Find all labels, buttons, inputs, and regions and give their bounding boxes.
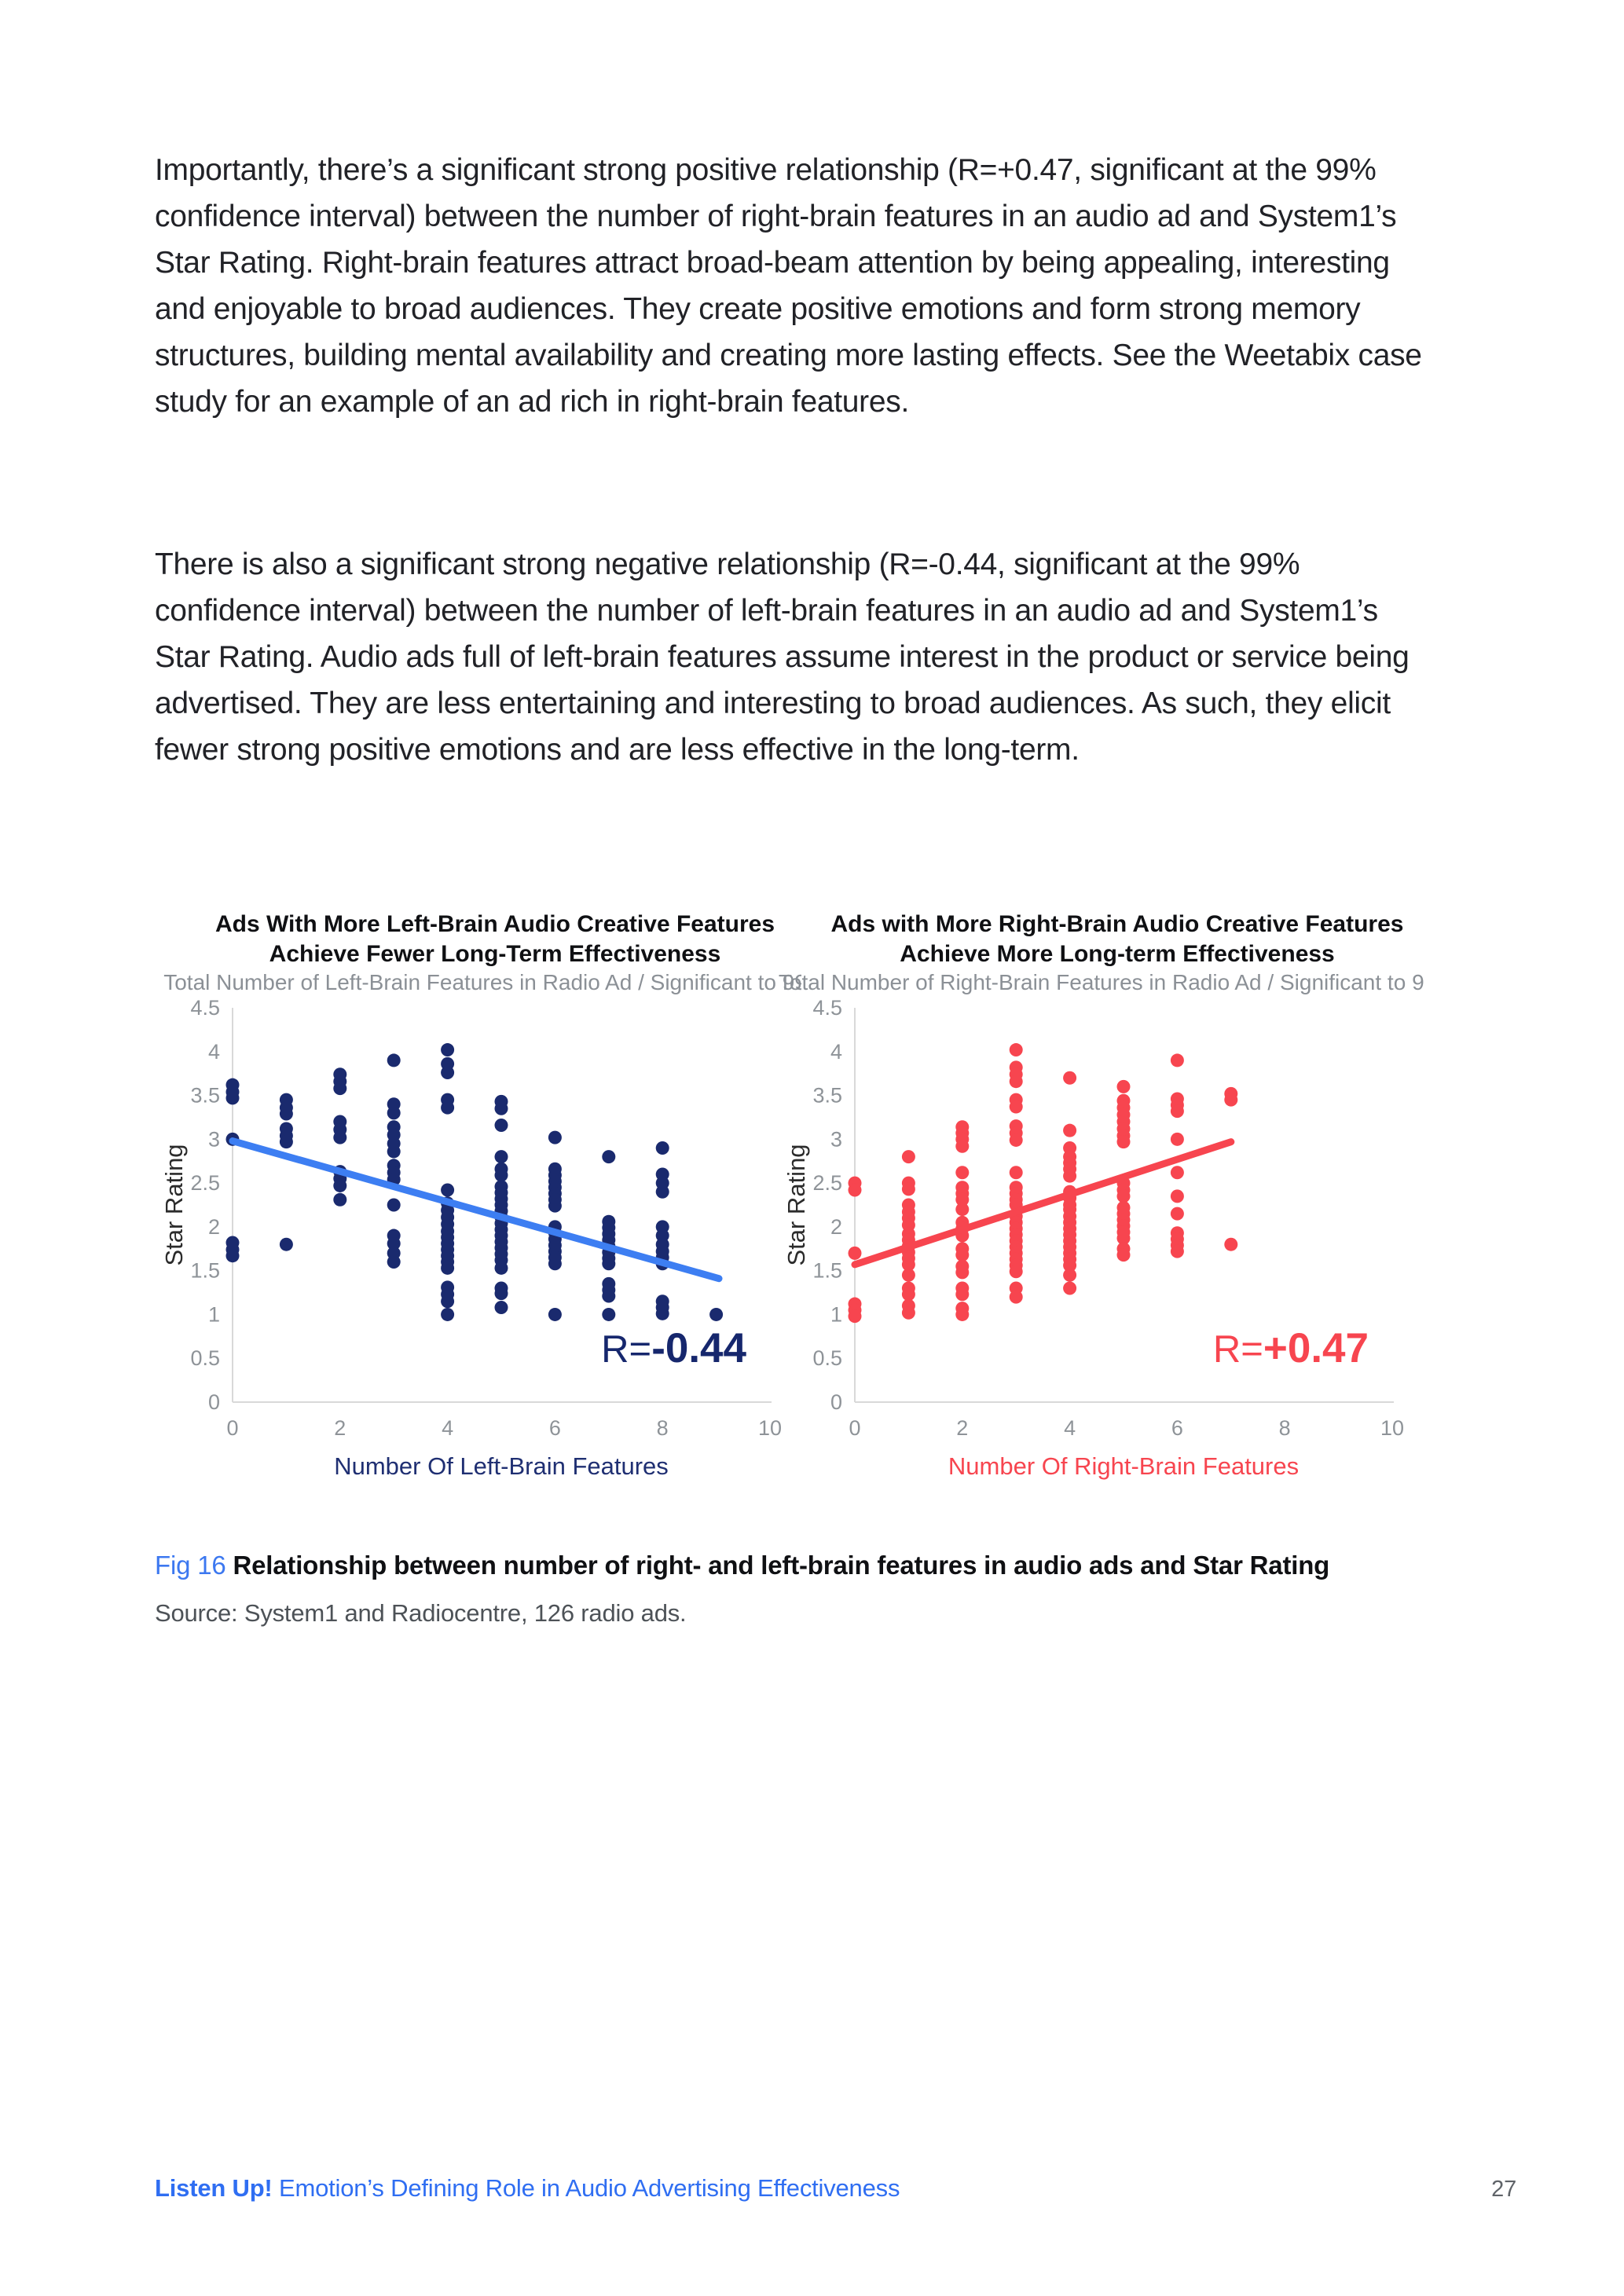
data-point: [1171, 1189, 1184, 1203]
data-point: [902, 1287, 915, 1301]
x-tick-label: 4: [1064, 1416, 1076, 1440]
data-point: [1010, 1133, 1023, 1147]
data-point: [441, 1101, 454, 1115]
data-point: [333, 1193, 346, 1207]
svg-text:Ads with More Right-Brain Audi: Ads with More Right-Brain Audio Creative Features: [830, 911, 1404, 937]
paragraph-right-brain: Importantly, there’s a significant strong positive relationship (R=+0.47, significant at the 99% confidence interval) between the number of right-brain features in an audio ad and System1’s Star Rating. Right-brain features attract broad-beam attention by being appealing, interesting and enjoyable to broad audiences. They create positive emotions and form strong memory structures, building mental availability and creating more lasting effects. See the Weetabix case study for an example of an ad rich in right-brain features.: [155, 153, 1422, 419]
x-tick-label: 6: [1171, 1416, 1183, 1440]
data-point: [1224, 1238, 1237, 1251]
x-axis-title: Number Of Right-Brain Features: [948, 1452, 1300, 1480]
y-tick-label: 0.5: [190, 1346, 220, 1371]
data-point: [333, 1131, 346, 1144]
axes: [812, 996, 1404, 1440]
data-point: [548, 1257, 562, 1270]
data-point: [849, 1309, 862, 1323]
y-tick-label: 1.5: [190, 1258, 220, 1283]
data-point: [548, 1308, 562, 1321]
data-point: [548, 1199, 562, 1213]
footer-brand: Listen Up!: [155, 2174, 273, 2202]
y-tick-label: 1: [830, 1302, 842, 1327]
data-point: [1010, 1291, 1023, 1304]
data-point: [955, 1140, 969, 1153]
data-point: [602, 1257, 615, 1270]
data-point: [441, 1043, 454, 1056]
y-axis-title: Star Rating: [160, 1144, 188, 1266]
x-tick-label: 2: [956, 1416, 969, 1440]
data-point: [955, 1265, 969, 1279]
data-point: [387, 1255, 401, 1269]
svg-text:Ads With More Left-Brain Audio: Ads With More Left-Brain Audio Creative Features: [214, 911, 775, 937]
data-point: [656, 1141, 669, 1155]
page-footer: [155, 2174, 1516, 2203]
data-point: [495, 1102, 508, 1115]
data-point: [955, 1308, 969, 1321]
data-point: [902, 1150, 915, 1163]
data-point: [849, 1184, 862, 1197]
y-tick-label: 2: [830, 1214, 842, 1239]
data-point: [226, 1091, 240, 1104]
axes: [190, 996, 782, 1440]
data-point: [1171, 1166, 1184, 1179]
chart-title: [163, 911, 801, 994]
data-point: [548, 1131, 562, 1144]
x-tick-label: 10: [1380, 1416, 1405, 1440]
data-point: [955, 1248, 969, 1262]
data-point: [1224, 1093, 1237, 1107]
data-point: [495, 1150, 508, 1163]
x-tick-label: 0: [226, 1416, 239, 1440]
data-point: [1171, 1245, 1184, 1258]
right-brain-scatter-chart: [772, 903, 1424, 1500]
data-point: [1171, 1053, 1184, 1067]
data-point: [1010, 1075, 1023, 1088]
data-point: [495, 1119, 508, 1132]
y-tick-label: 4: [830, 1039, 842, 1064]
data-point: [1171, 1133, 1184, 1146]
data-point: [1010, 1265, 1023, 1278]
footer-subtitle: Emotion’s Defining Role in Audio Advertising Effectiveness: [272, 2174, 900, 2202]
right-brain-scatter-svg: [772, 903, 1424, 1500]
data-point: [1063, 1124, 1076, 1137]
left-brain-scatter-svg: [149, 903, 801, 1500]
scatter-points: [226, 1043, 724, 1321]
data-point: [1117, 1080, 1131, 1093]
data-point: [849, 1247, 862, 1260]
y-tick-label: 3: [207, 1127, 220, 1152]
y-tick-label: 3.5: [812, 1083, 842, 1108]
data-point: [1117, 1135, 1131, 1148]
y-tick-label: 4.5: [812, 996, 842, 1020]
data-point: [387, 1106, 401, 1119]
x-tick-label: 8: [656, 1416, 669, 1440]
data-point: [1063, 1170, 1076, 1183]
y-tick-label: 1: [207, 1302, 220, 1327]
data-point: [709, 1308, 723, 1321]
data-point: [602, 1290, 615, 1303]
data-point: [1063, 1071, 1076, 1085]
data-point: [495, 1287, 508, 1300]
data-point: [441, 1184, 454, 1197]
data-point: [1171, 1104, 1184, 1118]
y-axis-title: Star Rating: [783, 1144, 810, 1266]
data-point: [955, 1203, 969, 1216]
y-tick-label: 4.5: [190, 996, 220, 1020]
y-tick-label: 0: [207, 1390, 220, 1414]
data-point: [495, 1262, 508, 1275]
paragraph-left-brain: There is also a significant strong negative relationship (R=-0.44, significant at the 99% confidence interval) between the number of left-brain features in an audio ad and System1’s Star Rating. Audio ads full of left-brain features assume interest in the product or service being advertised. They are less entertaining and interesting to broad audiences. As such, they elicit fewer strong positive emotions and are less effective in the long-term.: [155, 547, 1410, 767]
data-point: [1063, 1269, 1076, 1282]
footer-report-title: [155, 2174, 900, 2203]
x-tick-label: 10: [757, 1416, 783, 1440]
data-point: [495, 1169, 508, 1182]
data-point: [387, 1199, 401, 1212]
data-point: [902, 1306, 915, 1320]
y-tick-label: 3.5: [190, 1083, 220, 1108]
data-point: [1117, 1189, 1131, 1203]
figure-title: Relationship between number of right- and left-brain features in audio ads and Star Rating: [233, 1551, 1330, 1580]
chart-subtitle: Total Number of Left-Brain Features in Radio Ad / Significant to 99%: [163, 970, 801, 994]
data-point: [495, 1301, 508, 1314]
x-tick-label: 8: [1278, 1416, 1291, 1440]
trend-line: [233, 1141, 719, 1279]
data-point: [441, 1066, 454, 1079]
scatter-points: [849, 1043, 1238, 1323]
y-tick-label: 0.5: [812, 1346, 842, 1371]
chart-title: [779, 911, 1424, 994]
data-point: [602, 1150, 615, 1163]
data-point: [656, 1185, 669, 1199]
data-point: [387, 1053, 401, 1067]
correlation-label: R=-0.44: [601, 1325, 746, 1371]
x-axis-title: Number Of Left-Brain Features: [334, 1452, 669, 1480]
data-point: [902, 1269, 915, 1282]
x-tick-label: 6: [548, 1416, 561, 1440]
svg-text:Achieve Fewer Long-Term Effect: Achieve Fewer Long-Term Effectiveness: [269, 941, 721, 967]
y-tick-label: 2: [207, 1214, 220, 1239]
data-point: [280, 1238, 293, 1251]
data-point: [1010, 1043, 1023, 1056]
y-tick-label: 2.5: [190, 1171, 220, 1196]
data-point: [441, 1294, 454, 1308]
figure-caption: [155, 1549, 1432, 1582]
data-point: [441, 1308, 454, 1321]
correlation-label: R=+0.47: [1212, 1325, 1369, 1371]
data-point: [656, 1307, 669, 1320]
y-tick-label: 1.5: [812, 1258, 842, 1283]
data-point: [226, 1249, 240, 1262]
data-point: [1010, 1166, 1023, 1179]
data-point: [333, 1082, 346, 1095]
y-tick-label: 4: [207, 1039, 220, 1064]
left-brain-scatter-chart: [149, 903, 801, 1500]
data-point: [441, 1262, 454, 1275]
data-point: [280, 1135, 293, 1148]
chart-subtitle: Total Number of Right-Brain Features in Radio Ad / Significant to 99%: [778, 970, 1424, 994]
page-number: 27: [1491, 2177, 1516, 2202]
x-tick-label: 4: [442, 1416, 454, 1440]
data-point: [1010, 1100, 1023, 1114]
figure-source: Source: System1 and Radiocentre, 126 radio ads.: [155, 1599, 687, 1627]
x-tick-label: 0: [849, 1416, 861, 1440]
y-tick-label: 3: [830, 1127, 842, 1152]
data-point: [602, 1308, 615, 1321]
data-point: [333, 1179, 346, 1192]
figure-number: Fig 16: [155, 1551, 226, 1580]
y-tick-label: 0: [830, 1390, 842, 1414]
data-point: [387, 1144, 401, 1158]
data-point: [902, 1182, 915, 1196]
data-point: [955, 1166, 969, 1179]
y-tick-label: 2.5: [812, 1171, 842, 1196]
svg-text:Achieve More Long-term Effecti: Achieve More Long-term Effectiveness: [900, 941, 1335, 967]
data-point: [1063, 1281, 1076, 1294]
data-point: [280, 1107, 293, 1120]
data-point: [1171, 1207, 1184, 1221]
data-point: [955, 1287, 969, 1301]
data-point: [1117, 1248, 1131, 1262]
x-tick-label: 2: [334, 1416, 346, 1440]
